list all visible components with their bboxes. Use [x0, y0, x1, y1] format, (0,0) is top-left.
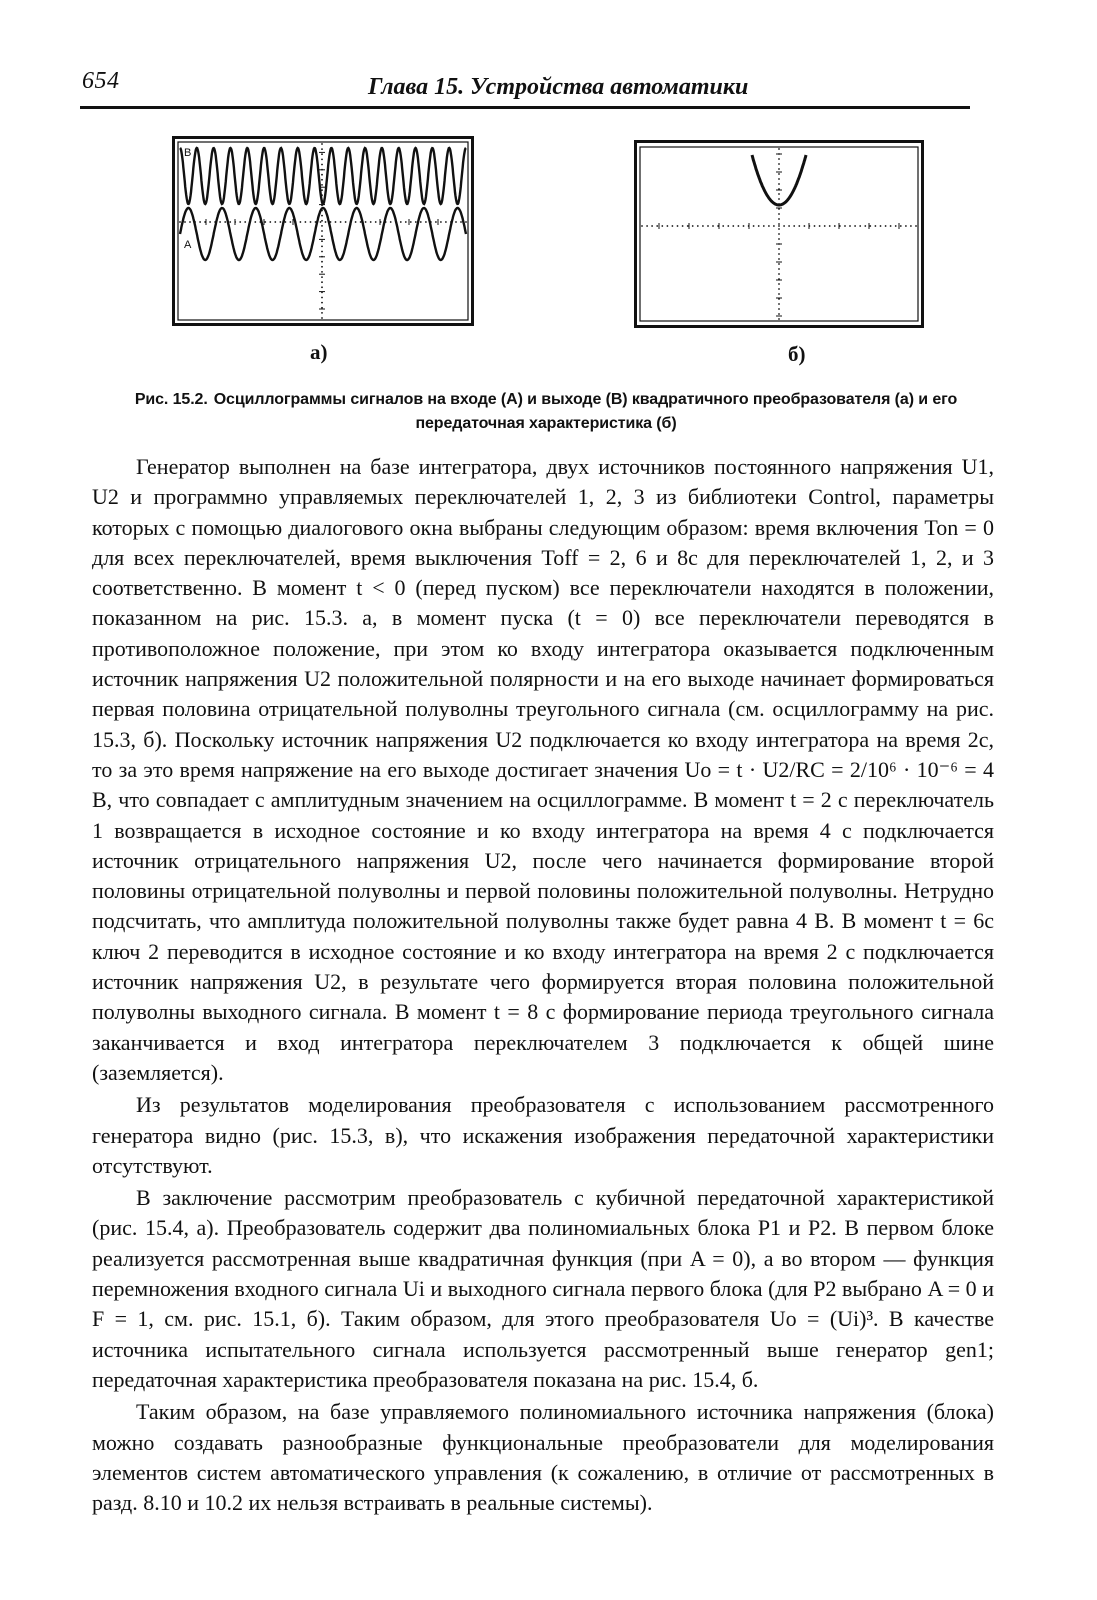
grid-dot — [758, 225, 760, 227]
grid-dot — [321, 286, 323, 288]
grid-dot — [269, 221, 271, 223]
grid-dot — [880, 225, 882, 227]
grid-dot — [321, 317, 323, 319]
grid-dot — [321, 235, 323, 237]
grid-dot — [321, 174, 323, 176]
grid-dot — [849, 225, 851, 227]
grid-dot — [320, 221, 322, 223]
grid-dot — [321, 266, 323, 268]
grid-dot — [778, 213, 780, 215]
grid-dot — [321, 230, 323, 232]
grid-dot — [778, 288, 780, 290]
grid-dot — [321, 184, 323, 186]
grid-dot — [435, 221, 437, 223]
grid-dot — [854, 225, 856, 227]
grid-dot — [667, 225, 669, 227]
grid-dot — [219, 221, 221, 223]
grid-dot — [321, 302, 323, 304]
grid-dot — [400, 221, 402, 223]
grid-dot — [738, 225, 740, 227]
grid-dot — [778, 228, 780, 230]
grid-dot — [778, 225, 780, 227]
grid-dot — [280, 221, 282, 223]
scope-frame-a — [174, 138, 473, 325]
grid-dot — [712, 225, 714, 227]
grid-dot — [375, 221, 377, 223]
grid-dot — [682, 225, 684, 227]
grid-dot — [753, 225, 755, 227]
grid-dot — [778, 178, 780, 180]
grid-dot — [321, 215, 323, 217]
grid-dot — [672, 225, 674, 227]
grid-dot — [646, 225, 648, 227]
grid-dot — [445, 221, 447, 223]
grid-dot — [875, 225, 877, 227]
grid-dot — [778, 158, 780, 160]
grid-dot — [370, 221, 372, 223]
grid-dot — [859, 225, 861, 227]
grid-dot — [321, 164, 323, 166]
grid-dot — [732, 225, 734, 227]
grid-dot — [425, 221, 427, 223]
figure-caption-number: Рис. 15.2. — [134, 391, 208, 408]
grid-dot — [864, 225, 866, 227]
grid-dot — [829, 225, 831, 227]
grid-dot — [321, 251, 323, 253]
grid-dot — [321, 179, 323, 181]
grid-dot — [321, 148, 323, 150]
grid-dot — [244, 221, 246, 223]
grid-dot — [915, 225, 917, 227]
grid-dot — [224, 221, 226, 223]
grid-dot — [778, 168, 780, 170]
header-rule — [80, 106, 970, 109]
grid-dot — [321, 159, 323, 161]
grid-dot — [778, 193, 780, 195]
body-text — [92, 452, 994, 1518]
grid-dot — [778, 198, 780, 200]
grid-dot — [310, 221, 312, 223]
grid-dot — [778, 183, 780, 185]
grid-dot — [179, 221, 181, 223]
grid-dot — [209, 221, 211, 223]
grid-dot — [656, 225, 658, 227]
grid-dot — [300, 221, 302, 223]
grid-dot — [440, 221, 442, 223]
grid-dot — [651, 225, 653, 227]
scope-inner-frame-a — [178, 142, 468, 320]
grid-dot — [727, 225, 729, 227]
page-number: 654 — [82, 68, 120, 94]
grid-dot — [239, 221, 241, 223]
figure-caption — [100, 388, 992, 436]
grid-dot — [390, 221, 392, 223]
grid-dot — [661, 225, 663, 227]
grid-dot — [834, 225, 836, 227]
grid-dot — [692, 225, 694, 227]
grid-dot — [900, 225, 902, 227]
transfer-characteristic-panel-b — [634, 140, 924, 328]
grid-dot — [702, 225, 704, 227]
grid-dot — [321, 312, 323, 314]
grid-dot — [305, 221, 307, 223]
grid-dot — [905, 225, 907, 227]
grid-dot — [321, 153, 323, 155]
grid-dot — [778, 253, 780, 255]
grid-dot — [420, 221, 422, 223]
grid-dot — [345, 221, 347, 223]
grid-dot — [254, 221, 256, 223]
grid-dot — [778, 238, 780, 240]
grid-dot — [778, 223, 780, 225]
grid-dot — [321, 271, 323, 273]
grid-dot — [184, 221, 186, 223]
grid-dot — [415, 221, 417, 223]
grid-dot — [687, 225, 689, 227]
grid-dot — [199, 221, 201, 223]
grid-dot — [697, 225, 699, 227]
panel-b-label: б) — [788, 342, 806, 366]
grid-dot — [869, 225, 871, 227]
grid-dot — [778, 258, 780, 260]
trace-b-output-waveform — [180, 148, 466, 204]
grid-dot — [264, 221, 266, 223]
chapter-title: Глава 15. Устройства автоматики — [368, 74, 749, 100]
grid-dot — [321, 246, 323, 248]
grid-dot — [778, 273, 780, 275]
grid-dot — [890, 225, 892, 227]
grid-dot — [189, 221, 191, 223]
grid-dot — [778, 163, 780, 165]
grid-dot — [819, 225, 821, 227]
grid-dot — [677, 225, 679, 227]
grid-dot — [722, 225, 724, 227]
grid-dot — [768, 225, 770, 227]
grid-dot — [365, 221, 367, 223]
figure-caption-text: Осциллограммы сигналов на входе (А) и выходе (В) квадратичного преобразователя (а) и его передаточная характеристика (б) — [213, 391, 958, 432]
grid-dot — [290, 221, 292, 223]
grid-dot — [641, 225, 643, 227]
grid-dot — [229, 221, 231, 223]
grid-dot — [460, 221, 462, 223]
grid-dot — [274, 221, 276, 223]
grid-dot — [778, 233, 780, 235]
grid-dot — [321, 240, 323, 242]
grid-dot — [325, 221, 327, 223]
grid-dot — [321, 307, 323, 309]
grid-dot — [321, 261, 323, 263]
grid-dot — [844, 225, 846, 227]
grid-dot — [465, 221, 467, 223]
grid-dot — [455, 221, 457, 223]
grid-dot — [895, 225, 897, 227]
trace-a-input-waveform — [180, 208, 466, 260]
paragraph-1: Генератор выполнен на базе интегратора, двух источников постоянного напряжения U1, U2 и программно управляемых переключателей 1, 2, 3 из библиотеки Control, параметры которых с помощью диалогового окна выбраны следующим образом: время включения Ton = 0 для всех переключателей, время выключения Toff = 2, 6 и 8с для переключателей 1, 2, и 3 соответственно. В момент t < 0 (перед пуском) все переключатели находятся в положении, показанном на рис. 15.3. а, в момент пуска (t = 0) все переключатели переводятся в противоположное положение, при этом ко входу интегратора оказывается подключенным источник напряжения U2 положительной полярности и на его выходе начинает формироваться первая половина отрицательной полуволны треугольного сигнала (см. осциллограмму на рис. 15.3, б). Поскольку источник напряжения U2 подключается ко входу интегратора на время 2с, то за это время напряжение на его выходе достигает значения Uo = t · U2/RC = 2/10⁶ · 10⁻⁶ = 4 В, что совпадает с амплитудным значением на осциллограмме. В момент t = 2 с переключатель 1 возвращается в исходное состояние и ко входу интегратора на время 4 с подключается источник отрицательного напряжения U2, после чего начинается формирование второй половины отрицательной полуволны и первой половины положительной полуволны. Нетрудно подсчитать, что амплитуда положительной полуволны также будет равна 4 В. В момент t = 6с ключ 2 переводится в исходное состояние и ко входу интегратора на время 2 с подключается источник напряжения U2, в результате чего формируется вторая половина положительной полуволны выходного сигнала. В момент t = 8 с формирование периода треугольного сигнала заканчивается и вход интегратора переключателем 3 подключается к общей шине (заземляется). — [92, 454, 994, 1085]
grid-dot — [743, 225, 745, 227]
grid-dot — [410, 221, 412, 223]
grid-dot — [405, 221, 407, 223]
trace-b-marker: B — [184, 147, 192, 159]
grid-dot — [778, 293, 780, 295]
grid-dot — [814, 225, 816, 227]
grid-dot — [773, 225, 775, 227]
grid-dot — [778, 303, 780, 305]
paragraph-4: Таким образом, на базе управляемого полиномиального источника напряжения (блока) можно создавать разнообразные функциональные преобразователи для моделирования элементов систем автоматического управления (к сожалению, в отличие от рассмотренных в разд. 8.10 и 10.2 их нельзя встраивать в реальные системы). — [92, 1399, 994, 1516]
grid-dot — [321, 281, 323, 283]
grid-dot — [321, 276, 323, 278]
grid-dot — [778, 173, 780, 175]
grid-dot — [778, 218, 780, 220]
oscillogram-panel-a — [172, 136, 474, 326]
grid-dot — [321, 143, 323, 145]
scope-grid-a — [179, 143, 467, 319]
scope-grid-b — [641, 148, 917, 320]
grid-dot — [804, 225, 806, 227]
grid-dot — [798, 225, 800, 227]
grid-dot — [793, 225, 795, 227]
transfer-curve-parabola — [752, 155, 806, 205]
grid-dot — [321, 225, 323, 227]
grid-dot — [778, 283, 780, 285]
grid-dot — [778, 148, 780, 150]
grid-dot — [707, 225, 709, 227]
grid-dot — [763, 225, 765, 227]
trace-a-marker: A — [184, 239, 192, 251]
paragraph-3: В заключение рассмотрим преобразователь с кубичной передаточной характеристикой (рис. 15.4, а). Преобразователь содержит два полиномиальных блока P1 и P2. В первом блоке реализуется рассмотренная выше квадратичная функция (при A = 0), а во втором — функция перемножения входного сигнала Ui и выходного сигнала первого блока (для P2 выбрано A = 0 и F = 1, см. рис. 15.1, б). Таким образом, для этого преобразователя Uo = (Ui)³. В качестве источника испытательного сигнала используется рассмотренный выше генератор gen1; передаточная характеристика преобразователя показана на рис. 15.4, б. — [92, 1185, 994, 1392]
grid-dot — [788, 225, 790, 227]
grid-dot — [824, 225, 826, 227]
grid-dot — [778, 318, 780, 320]
paragraph-2: Из результатов моделирования преобразователя с использованием рассмотренного генератора видно (рис. 15.3, в), что искажения изображения передаточной характеристики отсутствуют. — [92, 1092, 994, 1178]
grid-dot — [783, 225, 785, 227]
grid-dot — [885, 225, 887, 227]
panel-a-label: а) — [310, 340, 328, 364]
grid-dot — [778, 268, 780, 270]
grid-dot — [340, 221, 342, 223]
grid-dot — [910, 225, 912, 227]
grid-dot — [778, 263, 780, 265]
grid-dot — [321, 297, 323, 299]
grid-dot — [778, 313, 780, 315]
grid-dot — [778, 308, 780, 310]
grid-dot — [355, 221, 357, 223]
grid-dot — [778, 248, 780, 250]
grid-dot — [335, 221, 337, 223]
grid-dot — [321, 220, 323, 222]
